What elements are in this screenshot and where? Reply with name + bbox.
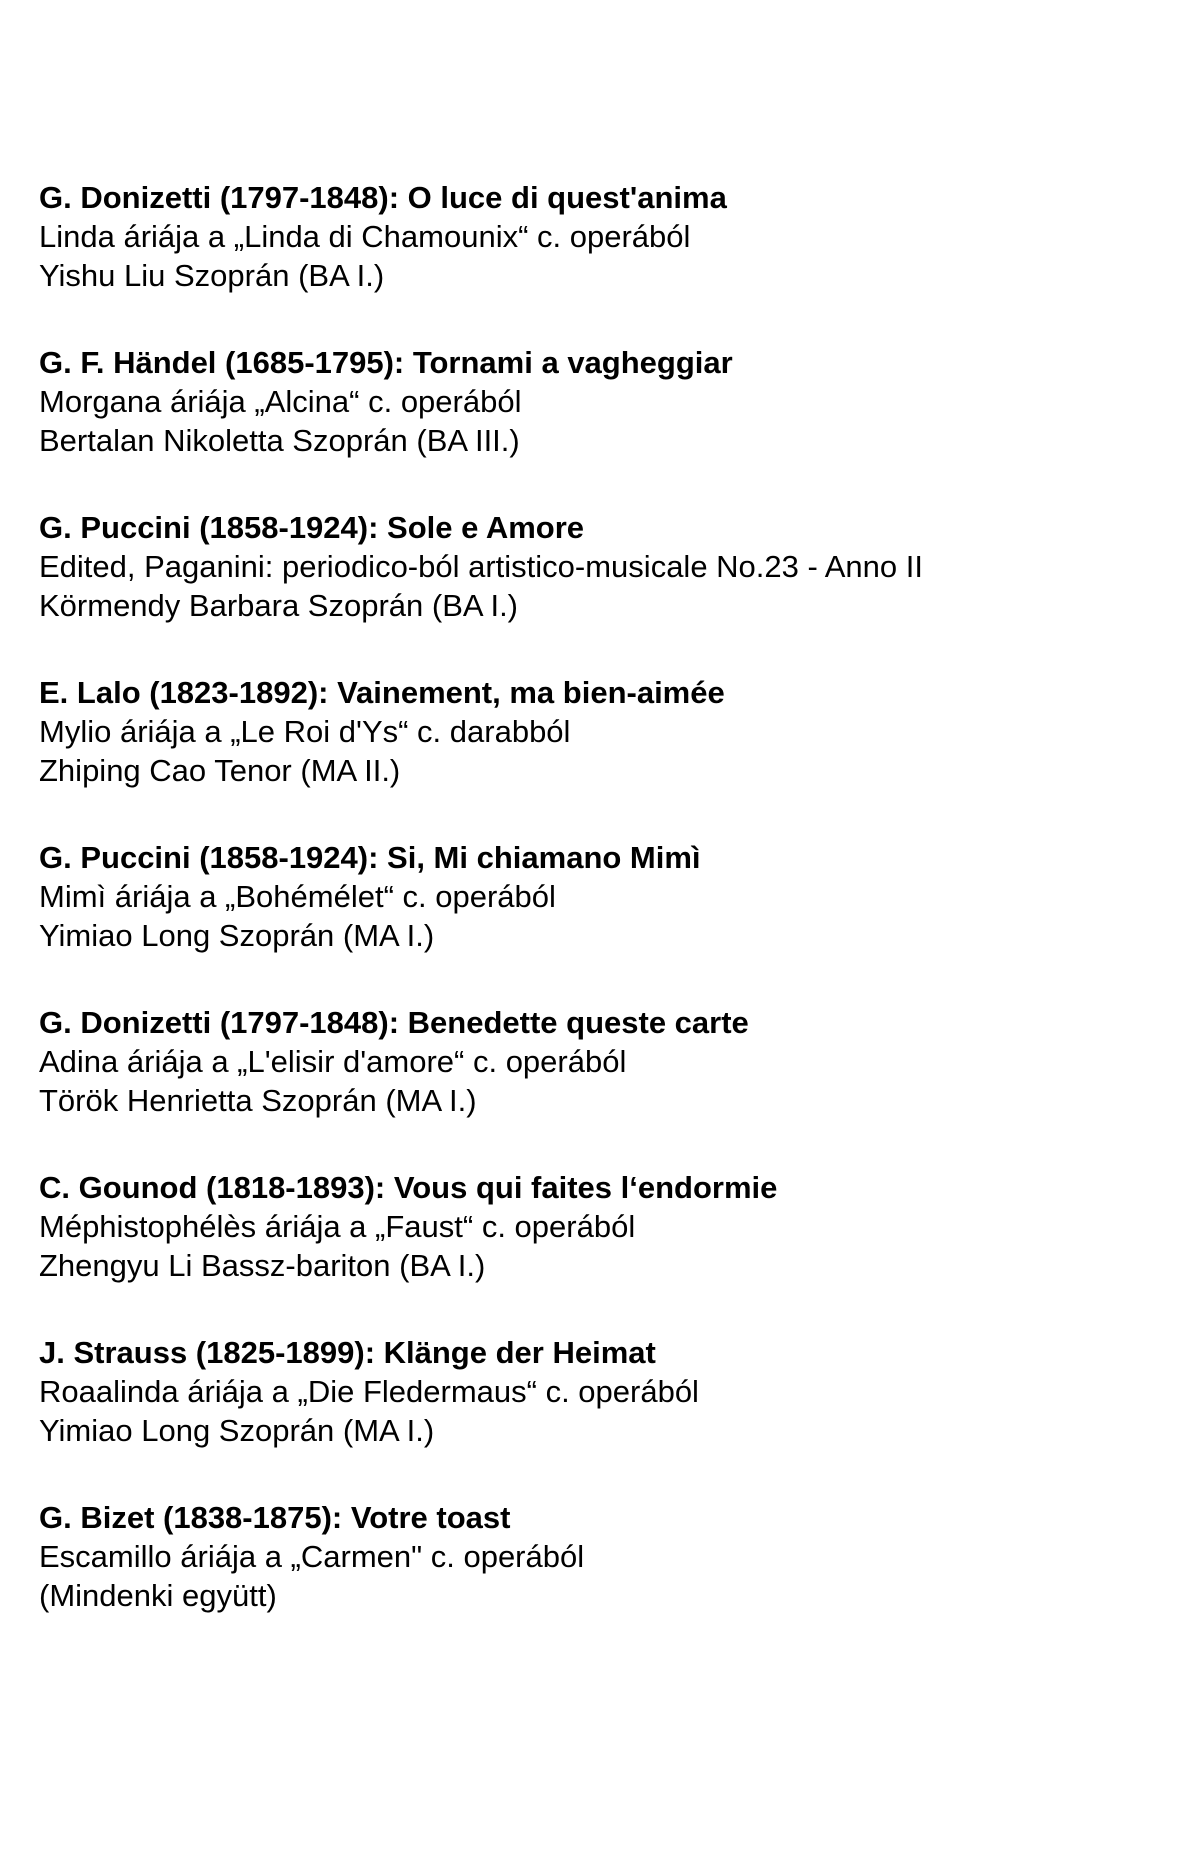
piece-title: J. Strauss (1825-1899): Klänge der Heimat <box>39 1335 656 1370</box>
piece-performer: Zhiping Cao Tenor (MA II.) <box>39 753 401 788</box>
piece-performer: Yimiao Long Szoprán (MA I.) <box>39 1413 435 1448</box>
piece-subtitle: Mimì áriája a „Bohémélet“ c. operából <box>39 879 556 914</box>
piece-title: G. Donizetti (1797-1848): O luce di quest'anima <box>39 180 727 215</box>
piece-subtitle: Edited, Paganini: periodico-ból artistico-musicale No.23 - Anno II <box>39 549 923 584</box>
piece-performer: Yishu Liu Szoprán (BA I.) <box>39 258 385 293</box>
piece-title: G. Donizetti (1797-1848): Benedette queste carte <box>39 1005 749 1040</box>
piece-performer: Török Henrietta Szoprán (MA I.) <box>39 1083 477 1118</box>
program-item <box>39 178 1139 295</box>
program-list <box>39 178 1139 1663</box>
piece-subtitle: Escamillo áriája a „Carmen" c. operából <box>39 1539 585 1574</box>
program-item <box>39 1333 1139 1450</box>
piece-subtitle: Méphistophélès áriája a „Faust“ c. operából <box>39 1209 636 1244</box>
program-item <box>39 1168 1139 1285</box>
piece-subtitle: Roaalinda áriája a „Die Fledermaus“ c. operából <box>39 1374 699 1409</box>
piece-performer: Zhengyu Li Bassz-bariton (BA I.) <box>39 1248 486 1283</box>
program-item <box>39 1498 1139 1615</box>
program-item <box>39 673 1139 790</box>
program-item <box>39 508 1139 625</box>
piece-performer: Bertalan Nikoletta Szoprán (BA III.) <box>39 423 520 458</box>
piece-title: G. Puccini (1858-1924): Si, Mi chiamano Mimì <box>39 840 701 875</box>
piece-subtitle: Morgana áriája „Alcina“ c. operából <box>39 384 522 419</box>
program-item <box>39 343 1139 460</box>
piece-performer: Körmendy Barbara Szoprán (BA I.) <box>39 588 519 623</box>
piece-performer: Yimiao Long Szoprán (MA I.) <box>39 918 435 953</box>
piece-subtitle: Linda áriája a „Linda di Chamounix“ c. operából <box>39 219 691 254</box>
piece-title: G. Puccini (1858-1924): Sole e Amore <box>39 510 585 545</box>
piece-title: C. Gounod (1818-1893): Vous qui faites l‘endormie <box>39 1170 778 1205</box>
piece-subtitle: Adina áriája a „L'elisir d'amore“ c. operából <box>39 1044 627 1079</box>
piece-title: G. Bizet (1838-1875): Votre toast <box>39 1500 511 1535</box>
program-item <box>39 1003 1139 1120</box>
piece-subtitle: Mylio áriája a „Le Roi d'Ys“ c. darabból <box>39 714 571 749</box>
piece-title: E. Lalo (1823-1892): Vainement, ma bien-aimée <box>39 675 725 710</box>
piece-performer: (Mindenki együtt) <box>39 1578 277 1613</box>
piece-title: G. F. Händel (1685-1795): Tornami a vagheggiar <box>39 345 733 380</box>
program-item <box>39 838 1139 955</box>
